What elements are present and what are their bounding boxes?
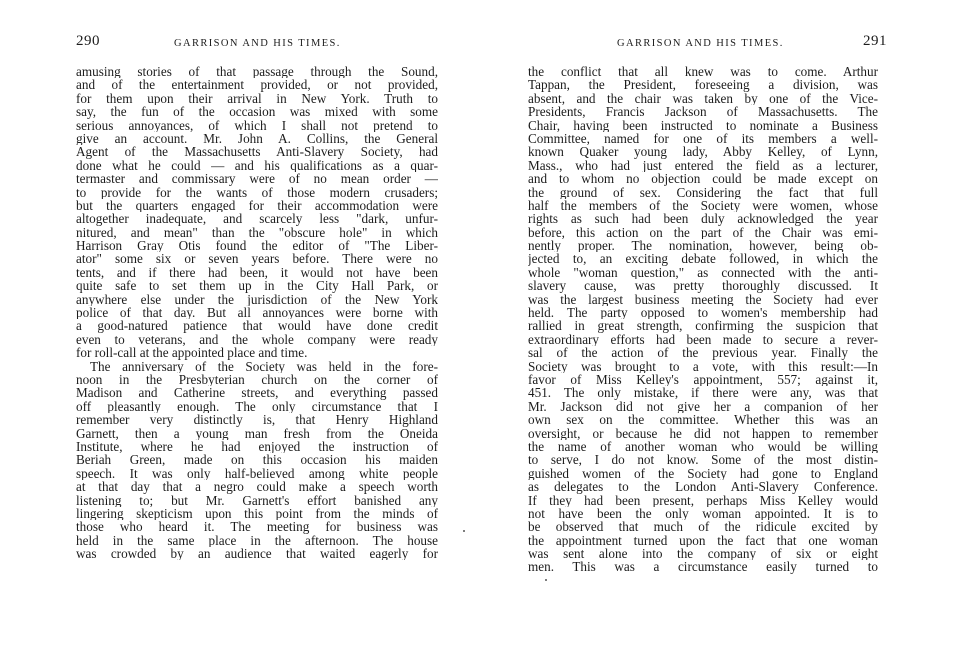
- text-line: Garnett, then a young man fresh from the Oneida: [76, 426, 438, 440]
- text-line: was sent alone into the company of six or eight: [528, 547, 878, 561]
- text-line: the ground of sex. Considering the fact that full: [528, 185, 878, 199]
- text-line: and to whom no objection could be made except on: [528, 172, 878, 186]
- text-line: at that day that a negro could make a speech worth: [76, 480, 438, 494]
- text-line: The anniversary of the Society was held in the fore-: [90, 359, 438, 373]
- text-line: Society was brought to a vote, with this result:—In: [528, 359, 878, 373]
- text-line: even to veterans, and the whole company were ready: [76, 332, 438, 347]
- text-line: ator" some six or seven years before. There were no: [76, 252, 438, 266]
- text-line: and of the entertainment provided, or not provided,: [76, 78, 438, 92]
- text-line: Mr. Jackson did not give her a companion of her: [528, 399, 878, 414]
- text-line: was the largest business meeting the Society had ever: [528, 292, 878, 307]
- text-line: nently proper. The nomination, however, being ob-: [528, 239, 878, 253]
- text-line: be observed that much of the ridicule excited by: [528, 520, 878, 534]
- print-speck: [545, 579, 547, 581]
- text-line: Madison and Catherine streets, and everything passed: [76, 386, 438, 400]
- page-number: 290: [76, 33, 100, 49]
- text-line: a good-natured patience that would have done credit: [76, 319, 438, 333]
- text-line: sal of the action of the previous year. Finally the: [528, 346, 878, 360]
- text-line: Committee, named for one of its members a well-: [528, 131, 878, 146]
- text-line: noon in the Presbyterian church on the corner of: [76, 372, 438, 387]
- text-line: rallied in great strength, confirming the suspicion that: [528, 319, 878, 333]
- text-line: speech. It was only half-believed among white people: [76, 466, 438, 481]
- text-line: known Quaker young lady, Abby Kelley, of Lynn,: [528, 145, 878, 159]
- text-line: held in the same place in the afternoon. The house: [76, 533, 438, 548]
- text-line: men. This was a circumstance easily turned to: [528, 560, 878, 574]
- text-line: amusing stories of that passage through the Sound,: [76, 65, 438, 79]
- text-line: Beriah Green, made on this occasion his maiden: [76, 453, 438, 467]
- body-text: [76, 65, 438, 560]
- text-line: rights as such had been duly acknowledged the year: [528, 212, 878, 226]
- text-line: serious annoyances, of which I shall not pretend to: [76, 118, 438, 132]
- text-line: nitured, and mean" than the "obscure hole" in which: [76, 225, 438, 240]
- text-line: listening to; but Mr. Garnett's effort banished any: [76, 493, 438, 507]
- text-line: guished women of the Society had gone to England: [528, 466, 878, 481]
- text-line: for them upon their arrival in New York. Truth to: [76, 91, 438, 106]
- text-line: as delegates to the London Anti-Slavery Conference.: [528, 480, 878, 494]
- text-line: termaster and commissary were of no mean order —: [76, 172, 438, 186]
- text-line: lingering skepticism upon this point from the minds of: [76, 506, 438, 521]
- text-line: extraordinary efforts had been made to secure a rever-: [528, 332, 878, 347]
- text-line: slavery cause, was pretty thoroughly discussed. It: [528, 279, 878, 293]
- text-line: off pleasantly enough. The only circumstance that I: [76, 399, 438, 414]
- body-text: [528, 65, 878, 574]
- page-number: 291: [863, 33, 887, 49]
- text-line: Agent of the Massachusetts Anti-Slavery Society, had: [76, 145, 438, 159]
- text-line: the name of another woman who would be willing: [528, 439, 878, 454]
- text-line: for roll-call at the appointed place and time.: [76, 346, 308, 360]
- text-line: oversight, or because he did not happen to remember: [528, 426, 878, 440]
- text-line: before, this action on the part of the Chair was emi-: [528, 225, 878, 240]
- text-line: absent, and the chair was taken by one of the Vice-: [528, 91, 878, 106]
- text-line: own sex on the committee. Whether this was an: [528, 413, 878, 427]
- text-line: anywhere else under the jurisdiction of the New York: [76, 292, 438, 307]
- text-line: altogether inadequate, and scarcely less "dark, unfur-: [76, 212, 438, 226]
- text-line: not have been the only woman appointed. It is to: [528, 506, 878, 521]
- running-head: GARRISON AND HIS TIMES.: [617, 38, 784, 49]
- text-line: the appointment turned upon the fact that one woman: [528, 533, 878, 548]
- text-line: say, the fun of the occasion was mixed with some: [76, 105, 438, 119]
- text-line: done what he could — and his qualifications as a quar-: [76, 158, 438, 173]
- text-line: was crowded by an audience that waited eagerly for: [76, 547, 438, 561]
- text-line: favor of Miss Kelley's appointment, 557; against it,: [528, 372, 878, 387]
- text-line: remember very distinctly is, that Henry Highland: [76, 413, 438, 427]
- text-line: Presidents, Francis Jackson of Massachusetts. The: [528, 105, 878, 119]
- text-line: whole "woman question," as connected with the anti-: [528, 265, 878, 280]
- text-line: to serve, I do not know. Some of the most distin-: [528, 453, 878, 467]
- right-page: [490, 0, 980, 662]
- text-line: Harrison Gray Otis found the editor of "The Liber-: [76, 239, 438, 253]
- text-line: Mass., who had just entered the field as a lecturer,: [528, 158, 878, 173]
- text-line: but the quarters engaged for their accommodation were: [76, 198, 438, 213]
- text-line: quite safe to set them up in the City Hall Park, or: [76, 279, 438, 293]
- running-head: GARRISON AND HIS TIMES.: [174, 38, 341, 49]
- text-line: Chair, having been instructed to nominate a Business: [528, 118, 878, 132]
- text-line: 451. The only mistake, if there were any, was that: [528, 386, 878, 400]
- text-line: jected to, an exciting debate followed, in which the: [528, 252, 878, 266]
- text-line: Institute, where he had enjoyed the instruction of: [76, 439, 438, 454]
- text-line: held. The party opposed to women's membership had: [528, 306, 878, 320]
- text-line: to provide for the wants of those modern crusaders;: [76, 185, 438, 199]
- text-line: tents, and if there had been, it would not have been: [76, 265, 438, 280]
- text-line: half the members of the Society were women, whose: [528, 198, 878, 213]
- text-line: Tappan, the President, foreseeing a division, was: [528, 78, 878, 92]
- text-line: police of that day. But all annoyances were borne with: [76, 306, 438, 320]
- text-line: give an account. Mr. John A. Collins, the General: [76, 131, 438, 146]
- text-line: If they had been present, perhaps Miss Kelley would: [528, 493, 878, 507]
- text-line: the conflict that all knew was to come. Arthur: [528, 65, 878, 79]
- print-speck: [463, 530, 465, 532]
- text-line: those who heard it. The meeting for business was: [76, 520, 438, 534]
